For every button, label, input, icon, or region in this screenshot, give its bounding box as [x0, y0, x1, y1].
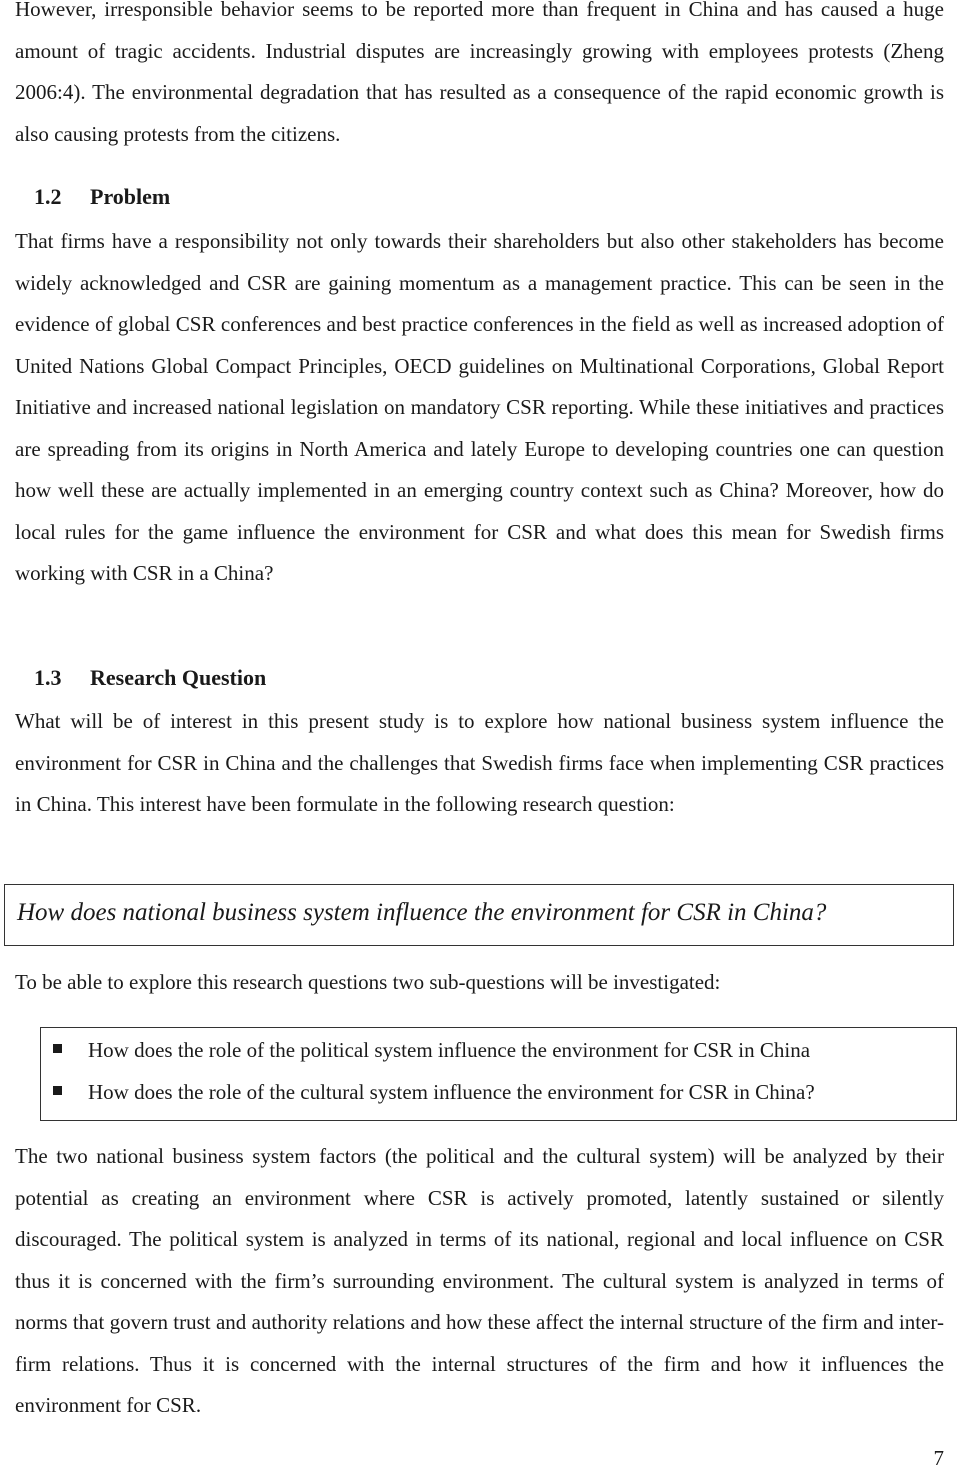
sub-question-item — [53, 1077, 815, 1107]
square-bullet-icon — [53, 1044, 62, 1053]
research-question-intro-paragraph: What will be of interest in this present study is to explore how national business system influence the environment for CSR in China and the challenges that Swedish firms face when implementing CSR practices in China. This interest have been formulate in the following research question: — [15, 709, 944, 816]
section-number: 1.3 — [34, 665, 62, 690]
sub-question-text: How does the role of the political system influence the environment for CSR in China — [88, 1038, 811, 1062]
problem-paragraph: That firms have a responsibility not only towards their shareholders but also other stakeholders has become widely acknowledged and CSR are gaining momentum as a management practice. This can be seen in the evidence of global CSR conferences and best practice conferences in the field as well as increased adoption of United Nations Global Compact Principles, OECD guidelines on Multinational Corporations, Global Report Initiative and increased national legislation on mandatory CSR reporting. While these initiatives and practices are spreading from its origins in North America and lately Europe to developing countries one can question how well these are actually implemented in an emerging country context such as China? Moreover, how do local rules for the game influence the environment for CSR and what does this mean for Swedish firms working with CSR in a China? — [15, 229, 944, 585]
section-heading-research-question — [34, 663, 266, 693]
sub-questions-box — [40, 1027, 957, 1121]
closing-paragraph: The two national business system factors (the political and the cultural system) will be analyzed by their potential as creating an environment where CSR is actively promoted, latently sustained or silently discouraged. The political system is analyzed in terms of its national, regional and local influence on CSR thus it is concerned with the firm’s surrounding environment. The cultural system is analyzed in terms of norms that govern trust and authority relations and how these affect the internal structure of the firm and inter-firm relations. Thus it is concerned with the internal structures of the firm and how it influences the environment for CSR. — [15, 1144, 944, 1417]
square-bullet-icon — [53, 1086, 62, 1095]
section-heading-problem — [34, 182, 170, 212]
page-number: 7 — [933, 1446, 944, 1470]
section-title: Research Question — [90, 665, 267, 690]
sub-questions-intro: To be able to explore this research questions two sub-questions will be investigated: — [15, 970, 721, 994]
intro-paragraph: However, irresponsible behavior seems to be reported more than frequent in China and has caused a huge amount of tragic accidents. Industrial disputes are increasingly growing with employees protests (Zheng 2006:4). The environmental degradation that has resulted as a consequence of the rapid economic growth is also causing protests from the citizens. — [15, 0, 944, 146]
research-question-text: How does national business system influence the environment for CSR in China? — [17, 899, 827, 926]
sub-question-text: How does the role of the cultural system influence the environment for CSR in China? — [88, 1080, 815, 1104]
sub-question-item — [53, 1035, 810, 1065]
research-question-box — [4, 884, 954, 946]
section-title: Problem — [90, 184, 171, 209]
section-number: 1.2 — [34, 184, 62, 209]
